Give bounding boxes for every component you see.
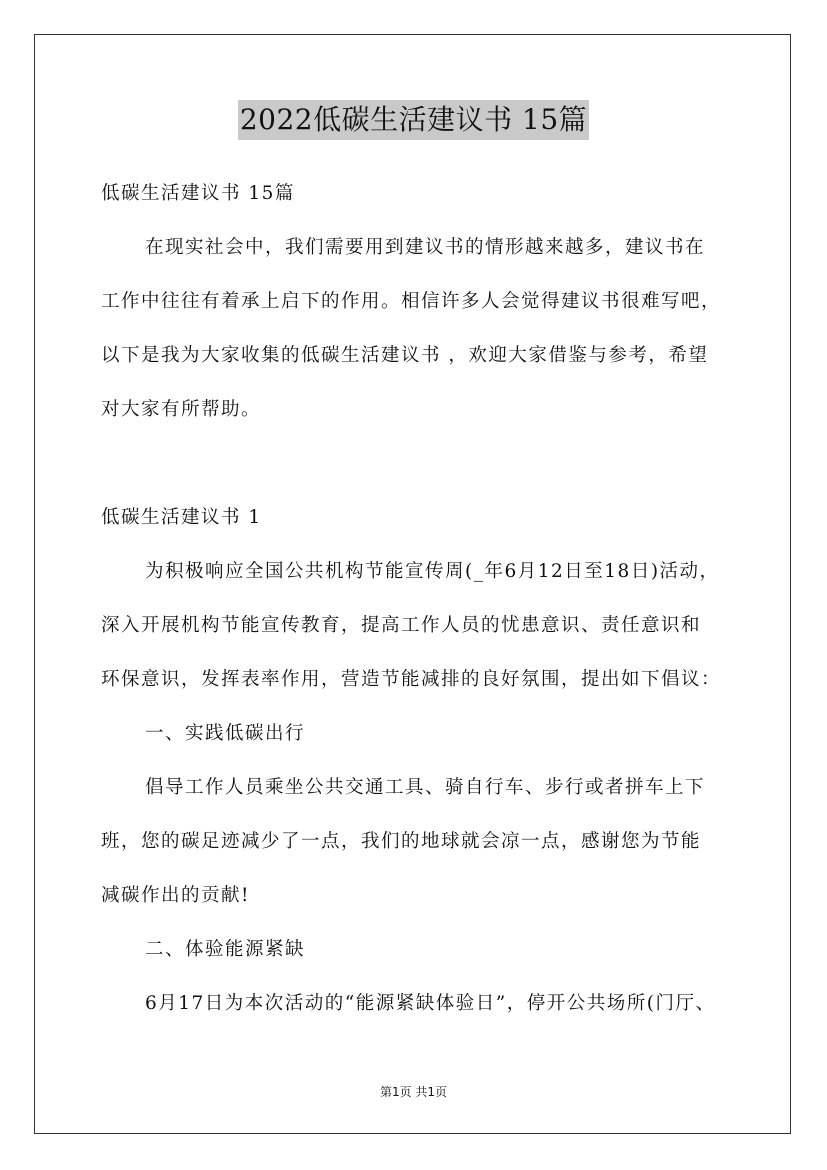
paragraph-line: 6月17日为本次活动的“能源紧缺体验日”，停开公共场所(门厅、	[145, 993, 716, 1014]
paragraph-line: 班，您的碳足迹减少了一点，我们的地球就会凉一点，感谢您为节能	[101, 831, 702, 852]
paragraph-line: 对大家有所帮助。	[101, 399, 262, 420]
subheading-line: 一、实践低碳出行	[145, 723, 306, 744]
subheading-line: 二、体验能源紧缺	[145, 939, 306, 960]
paragraph-line: 减碳作出的贡献!	[101, 885, 250, 906]
paragraph-line: 为积极响应全国公共机构节能宣传周(_年6月12日至18日)活动，	[145, 561, 720, 582]
subtitle-line: 低碳生活建议书 15篇	[101, 183, 295, 204]
section-heading: 低碳生活建议书 1	[101, 507, 262, 528]
paragraph-line: 在现实社会中，我们需要用到建议书的情形越来越多，建议书在	[145, 237, 706, 258]
paragraph-line: 深入开展机构节能宣传教育，提高工作人员的忧患意识、责任意识和	[101, 615, 702, 636]
paragraph-line: 倡导工作人员乘坐公共交通工具、骑自行车、步行或者拼车上下	[145, 777, 706, 798]
paragraph-line: 工作中往往有着承上启下的作用。相信许多人会觉得建议书很难写吧，	[101, 291, 722, 312]
title-container	[0, 100, 827, 140]
page-footer: 第1页 共1页	[379, 1085, 448, 1099]
paragraph-line: 环保意识，发挥表率作用，营造节能减排的良好氛围，提出如下倡议：	[101, 669, 722, 690]
document-title: 2022低碳生活建议书 15篇	[238, 100, 589, 140]
paragraph-line: 以下是我为大家收集的低碳生活建议书 ，欢迎大家借鉴与参考，希望	[101, 345, 709, 366]
